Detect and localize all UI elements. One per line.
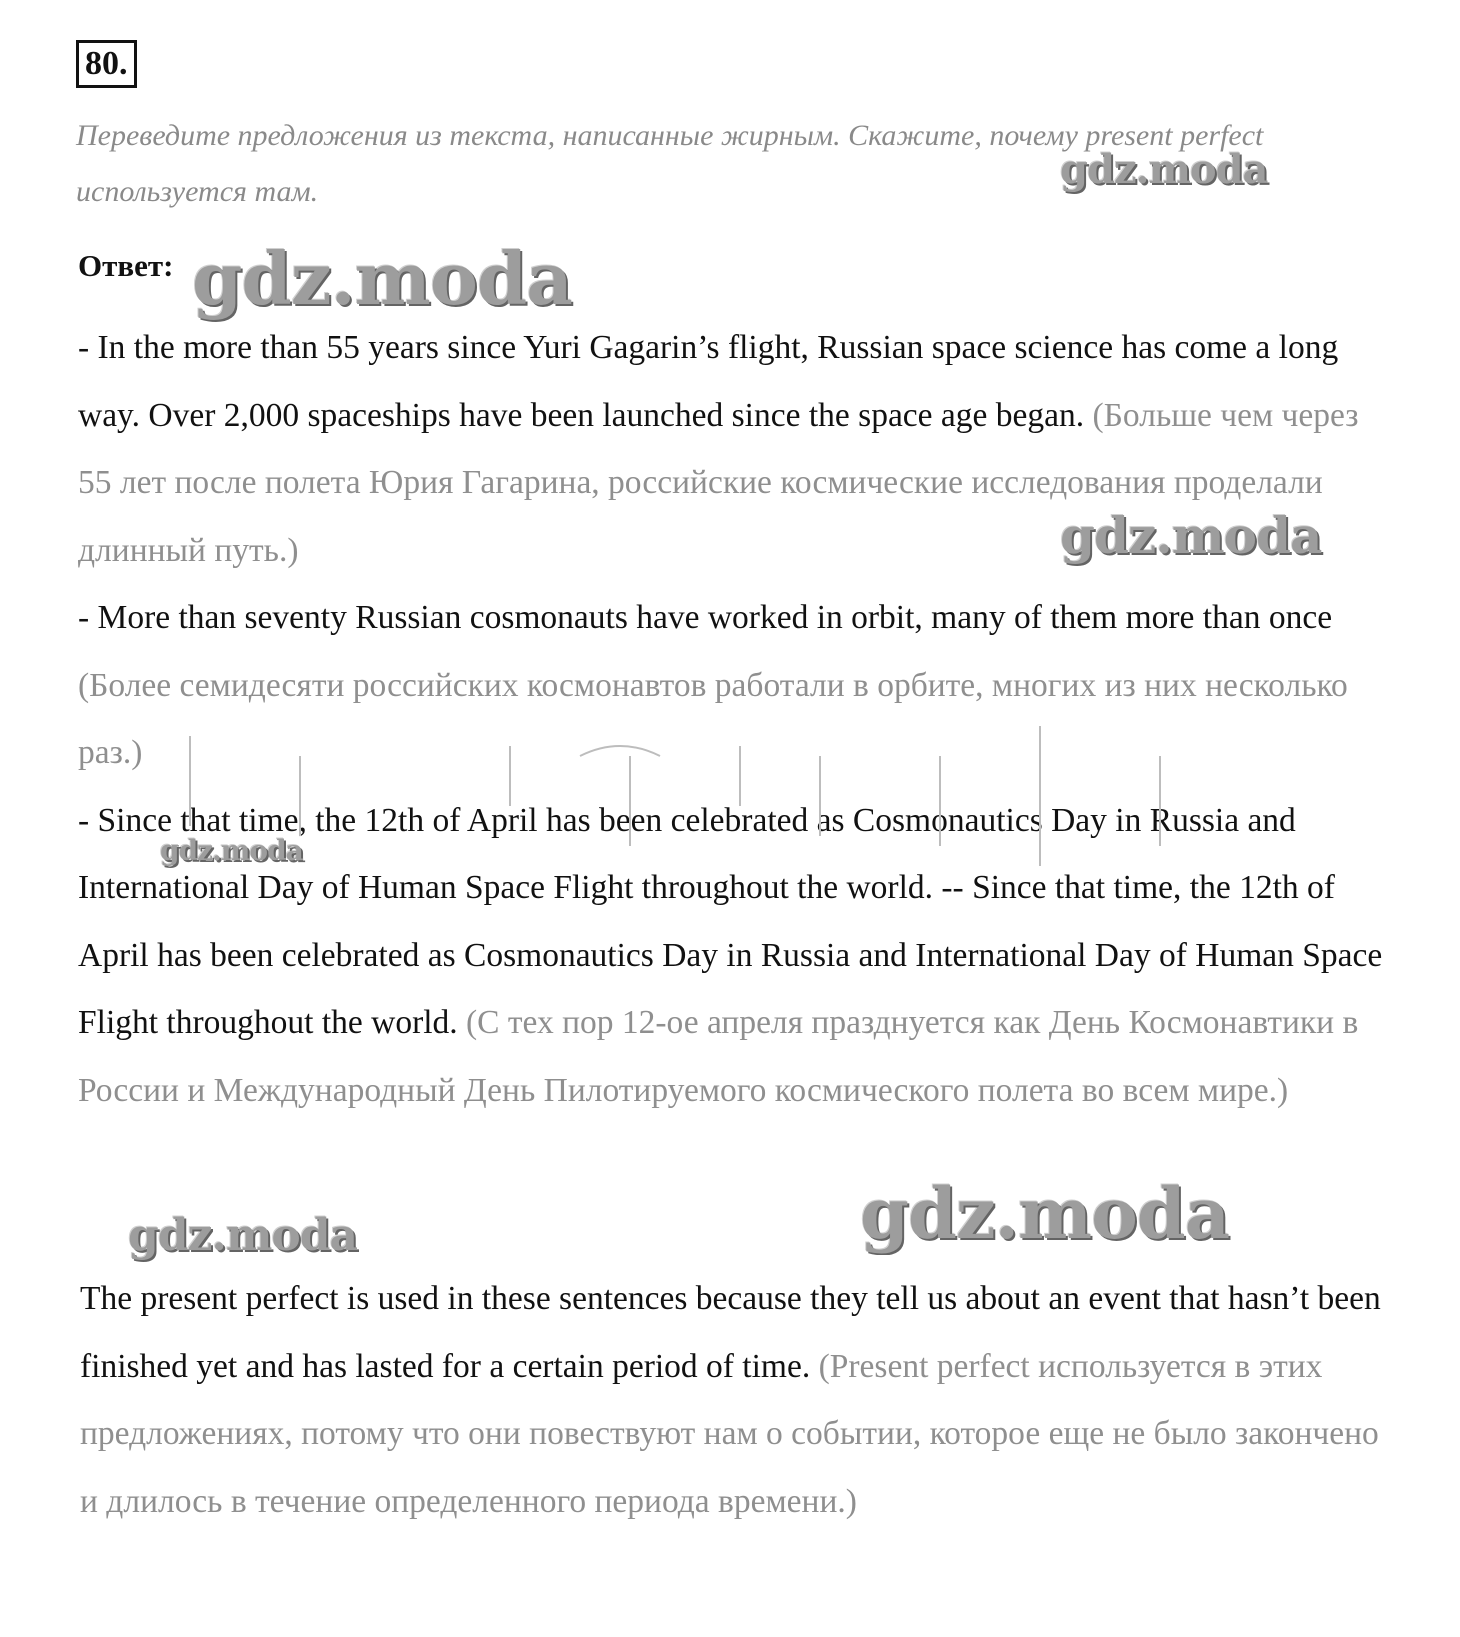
answer-item <box>78 314 1398 584</box>
answer-label: Ответ: <box>78 248 174 283</box>
watermark: gdz.moda <box>860 1172 1230 1255</box>
watermark: gdz.moda <box>128 1210 358 1261</box>
watermark: gdz.moda <box>192 236 572 321</box>
answer-item-en: - More than seventy Russian cosmonauts have worked in orbit, many of them more than once <box>78 599 1333 636</box>
watermark: gdz.moda <box>1060 506 1322 565</box>
answer-item <box>78 787 1398 1125</box>
answer-item-ru: (С тех пор 12-ое апреля празднуется как День Космонавтики в России и Международный День Пилотируемого космического полета во всем мире.) <box>78 1004 1359 1109</box>
task-number: 80. <box>76 40 137 88</box>
answer-item <box>78 584 1398 787</box>
watermark: gdz.moda <box>1060 146 1268 193</box>
conclusion-ru: (Present perfect используется в этих предложениях, потому что они повествуют нам о событии, которое еще не было закончено и длилось в течение определенного периода времени.) <box>80 1347 1379 1520</box>
answer-item-ru: (Больше чем через 55 лет после полета Юрия Гагарина, российские космические исследования проделали длинный путь.) <box>78 396 1359 569</box>
answer-list <box>78 314 1398 1124</box>
answer-item-en: - Since that time, the 12th of April has been celebrated as Cosmonautics Day in Russia and International Day of Human Space Flight throughout the world. -- Since that time, the 12th of April has been celebrated as Cosmonautics Day in Russia and International Day of Human Space Flight throughout the world. <box>78 801 1383 1041</box>
answer-item-en: - In the more than 55 years since Yuri Gagarin’s flight, Russian space science has come a long way. Over 2,000 spaceships have been launched since the space age began. <box>78 329 1339 434</box>
watermark: gdz.moda <box>160 834 303 867</box>
conclusion-en: The present perfect is used in these sentences because they tell us about an event that hasn’t been finished yet and has lasted for a certain period of time. <box>80 1280 1381 1385</box>
task-instruction: Переведите предложения из текста, написанные жирным. Скажите, почему present perfect используется там. <box>76 119 1264 208</box>
conclusion-paragraph <box>80 1265 1400 1535</box>
answer-item-ru: (Более семидесяти российских космонавтов работали в орбите, многих из них несколько раз.) <box>78 666 1348 771</box>
